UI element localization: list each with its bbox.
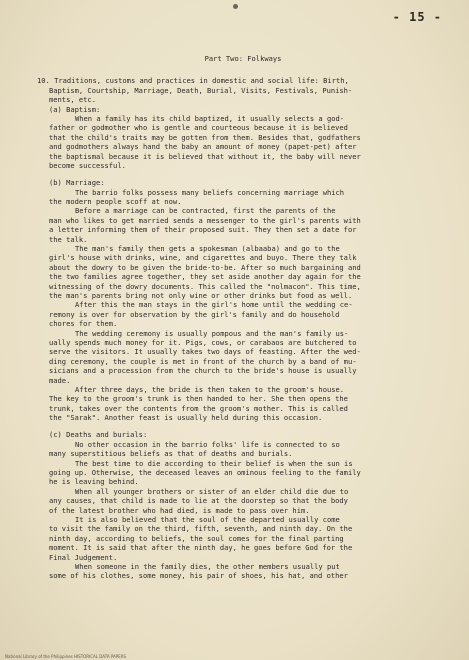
document-body [37,54,449,581]
section-title: Part Two: Folkways [204,54,282,63]
text-line: ninth day, according to beliefs, the soul comes for the final parting [49,533,344,543]
text-line: The key to the groom's trunk is then handed to her. She then opens the [49,394,348,404]
text-line: the talk. [49,234,88,244]
text-line: the baptismal because it is believed that without it, the baby will never [49,151,361,161]
text-line: remony is over for observation by the girl's family and do household [49,309,340,319]
text-line: The wedding ceremony is usually pompous and the man's family us- [75,328,349,338]
text-line: a letter informing them of their proposed suit. They then set a date for [49,225,357,235]
subsection-heading: (b) Marriage: [49,178,105,188]
text-line: witnessing of the dowry documents. This called the "nolmacon". This time, [49,281,361,291]
text-line: some of his clothes, some money, his pair of shoes, his hat, and other [49,571,348,581]
text-line: Baptism, Courtship, Marriage, Death, Burial, Visits, Festivals, Punish- [49,85,353,95]
text-line: serve the visitors. It usually takes two days of feasting. After the wed- [49,347,361,357]
text-line: It is also believed that the soul of the departed usually come [75,514,340,524]
text-line: the two families agree together, they set aside another day again for the [49,272,361,282]
text-line: the modern people scoff at now. [49,197,182,207]
subsection-heading: (a) Baptism: [49,104,101,114]
text-line: and godmothers always hand the baby an amount of money (papet-pet) after [49,142,357,152]
text-line: father or godmother who is gentle and courteous because it is believed [49,123,348,133]
archive-footer: National Library of the Philippines HISTORICAL DATA PAPERS [5,654,127,659]
text-line: The barrio folks possess many beliefs concerning marriage which [75,187,345,197]
text-line: the "Sarak". Another feast is usually held during this occasion. [49,413,323,423]
page-number: - 15 - [392,10,442,24]
text-line: of the latest brother who had died, is made to pass over him. [49,505,310,515]
text-line: about the dowry to be given the bride-to-be. After so much bargaining and [49,262,361,272]
text-line: After three days, the bride is then taken to the groom's house. [75,384,345,394]
text-line: ments, etc. [49,95,96,105]
text-line: The best time to die according to their belief is when the sun is [75,458,353,468]
text-line: any causes, that child is made to lie at the doorstep so that the body [49,496,348,506]
subsection-heading: (c) Deaths and burials: [49,430,148,440]
text-line: 10. Traditions, customs and practices in domestic and social life: Birth, [37,76,349,86]
text-line: going up. Otherwise, the deceased leaves an ominous feeling to the family [49,468,361,478]
text-line: ually spends much money for it. Pigs, cows, or carabaos are butchered to [49,337,357,347]
text-line: ding ceremony, the couple is met in front of the church by a band of mu- [49,356,357,366]
text-line: moment. It is said that after the ninth day, he goes before God for the [49,543,353,553]
text-line: When all younger brothers or sister of an elder child die due to [75,486,349,496]
text-line: the man's parents bring not only wine or other drinks but food as well. [49,291,353,300]
text-line: Before a marriage can be contracted, first the parents of the [75,206,336,216]
text-line: When someone in the family dies, the other members usually put [75,561,340,571]
text-line: that the child's traits may be gotten from them. Besides that, godfathers [49,132,361,142]
text-line: man who likes to get married sends a messenger to the girl's parents with [49,215,361,225]
text-line: trunk, takes over the contents from the groom's mother. This is called [49,403,348,413]
text-line: girl's house with drinks, wine, and cigarettes and buyo. There they talk [49,253,357,263]
text-line: to visit the family on the third, fifth, seventh, and ninth day. On the [49,524,353,534]
text-line: When a family has its child baptized, it usually selects a god- [75,113,345,123]
text-line: chores for them. [49,319,118,329]
text-line: become successful. [49,160,126,170]
text-line: he is leaving behind. [49,477,139,487]
text-line: After this the man stays in the girl's home until the wedding ce- [75,300,353,310]
text-line: many superstitious beliefs as that of deaths and burials. [49,449,293,459]
text-line: made. [49,375,71,385]
text-line: sicians and a procession from the church to the bride's house is usually [49,366,357,376]
punch-hole-mark [233,4,238,9]
text-line: No other occasion in the barrio folks' life is connected to so [75,439,340,449]
text-line: Final Judgement. [49,552,118,562]
text-line: The man's family then gets a spokesman (albaaba) and go to the [75,244,340,254]
